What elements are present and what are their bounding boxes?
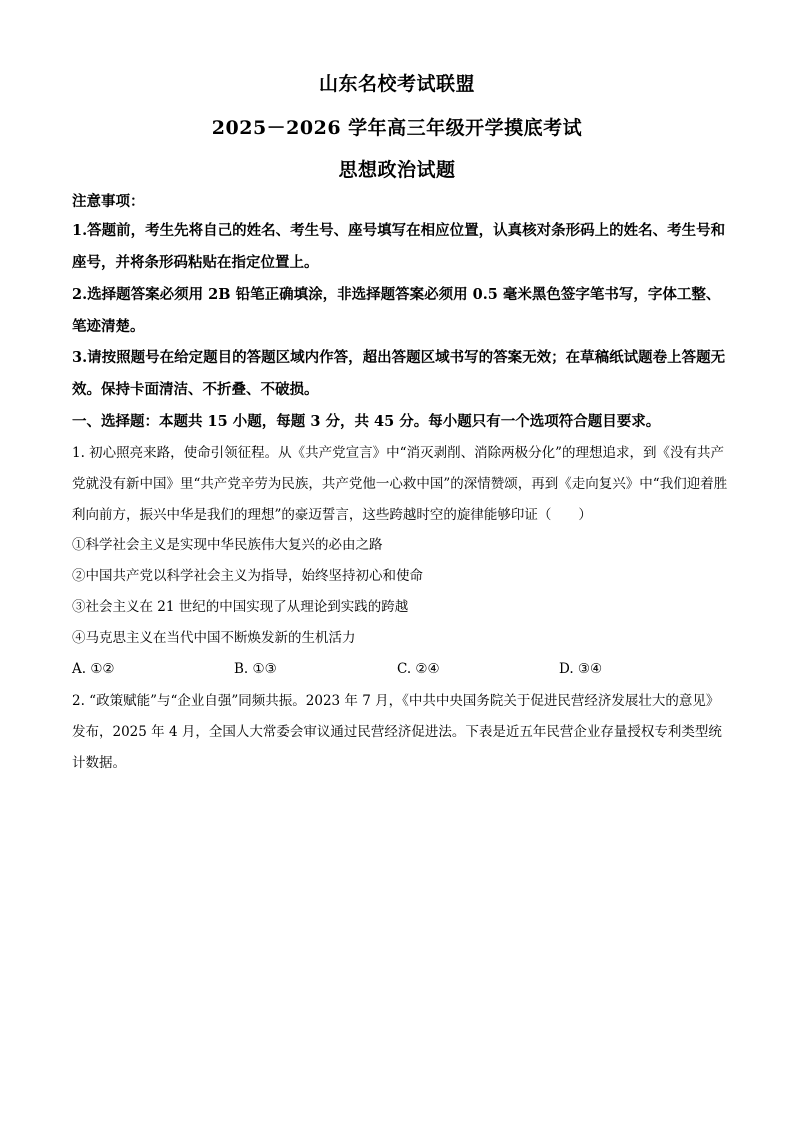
choice-b: B. ①③ xyxy=(234,661,277,677)
exam-alliance-title: 山东名校考试联盟 xyxy=(318,73,475,95)
notice-item-3: 3.请按照题号在给定题目的答题区域内作答，超出答题区域书写的答案无效；在草稿纸试题卷上答题无效。保持卡面清洁、不折叠、不破损。 xyxy=(72,349,726,398)
choice-d: D. ③④ xyxy=(559,661,603,677)
question-1-statement-1: ①科学社会主义是实现中华民族伟大复兴的必由之路 xyxy=(72,537,383,553)
notice-item-1: 1.答题前，考生先将自己的姓名、考生号、座号填写在相应位置，认真核对条形码上的姓名、考生号和座号，并将条形码粘贴在指定位置上。 xyxy=(72,222,726,271)
choice-a: A. ①② xyxy=(72,661,115,677)
section-heading: 一、选择题：本题共 15 小题，每题 3 分，共 45 分。每小题只有一个选项符合题目要求。 xyxy=(72,413,661,430)
question-1-statement-4: ④马克思主义在当代中国不断焕发新的生机活力 xyxy=(72,630,356,646)
subject-title: 思想政治试题 xyxy=(338,159,456,181)
question-1-stem: 1. 初心照亮来路，使命引领征程。从《共产党宣言》中“消灭剥削、消除两极分化”的理想追求，到《没有共产党就没有新中国》里“共产党辛劳为民族，共产党他一心救中国”的深情赞颂，再到《走向复兴》中“我们迎着胜利向前方，振兴中华是我们的理想”的豪迈誓言，这些跨越时空的旋律能够印证（ ） xyxy=(72,445,728,523)
exam-name-title: 2025－2026 学年高三年级开学摸底考试 xyxy=(211,117,583,139)
notice-heading: 注意事项： xyxy=(72,193,145,210)
question-1-statement-2: ②中国共产党以科学社会主义为指导，始终坚持初心和使命 xyxy=(72,568,423,584)
choice-c: C. ②④ xyxy=(397,661,440,677)
question-1-statement-3: ③社会主义在 21 世纪的中国实现了从理论到实践的跨越 xyxy=(72,599,409,615)
question-2-stem: 2. “政策赋能”与“企业自强”同频共振。2023 年 7 月，《中共中央国务院关于促进民营经济发展壮大的意见》发布，2025 年 4 月，全国人大常委会审议通过民营经济促进法。下表是近五年民营企业存量授权专利类型统计数据。 xyxy=(72,693,722,771)
notice-item-2: 2.选择题答案必须用 2B 铅笔正确填涂，非选择题答案必须用 0.5 毫米黑色签字笔书写，字体工整、笔迹清楚。 xyxy=(72,286,721,335)
